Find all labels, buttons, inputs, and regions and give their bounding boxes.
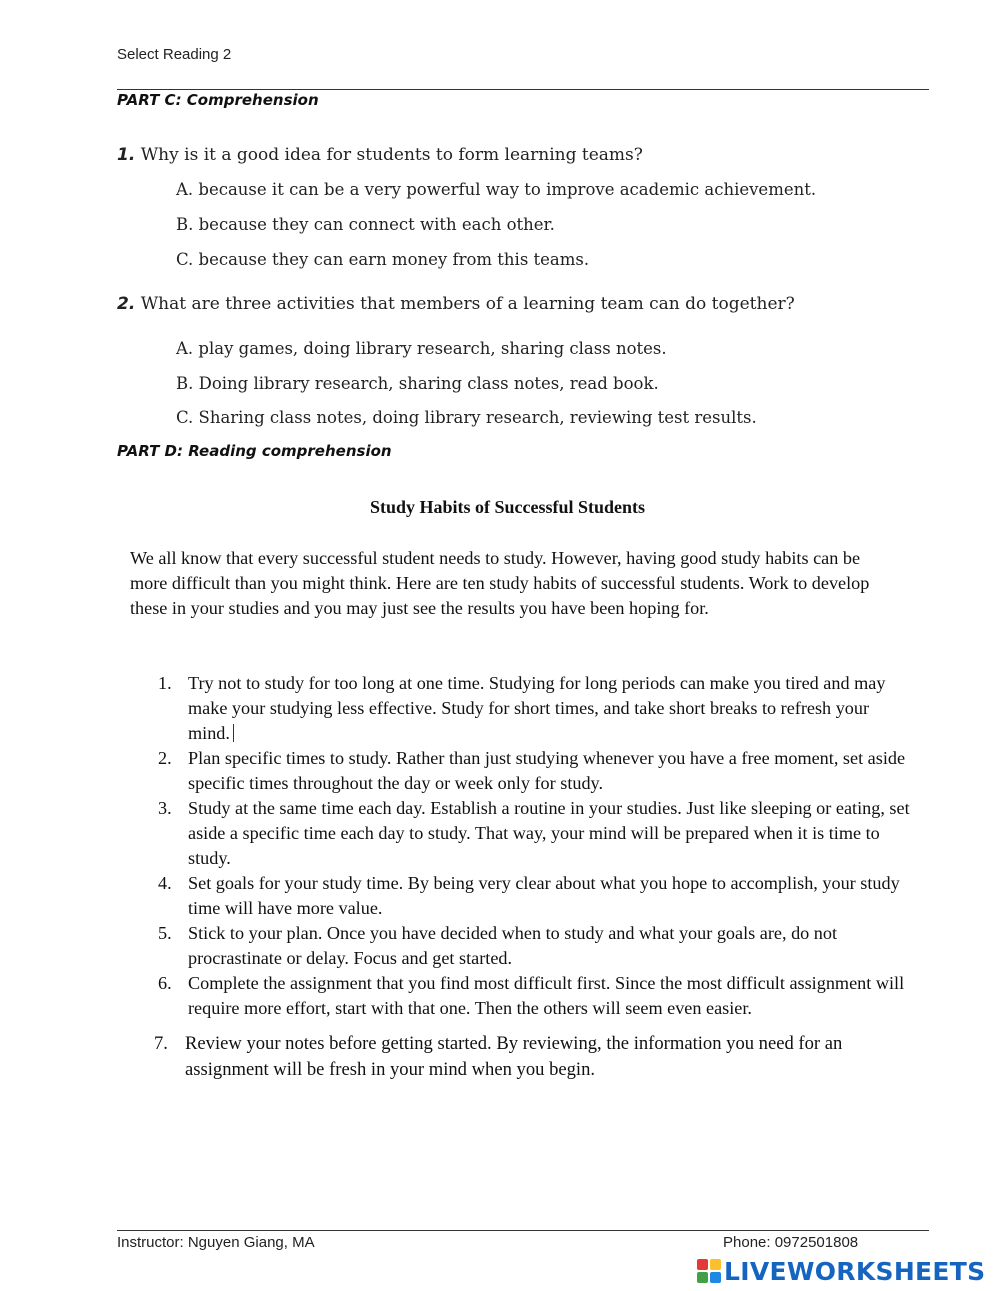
- question-1: [117, 145, 643, 165]
- question-2-text: What are three activities that members of a learning team can do together?: [140, 294, 795, 314]
- habit-number: 5.: [158, 923, 172, 943]
- habit-text: Stick to your plan. Once you have decided when to study and what your goals are, do not procrastinate or delay. Focus and get started.: [188, 923, 838, 968]
- habit-item-7: [150, 1031, 910, 1083]
- habit-number: 2.: [158, 748, 172, 768]
- habit-item-6: [150, 971, 910, 1021]
- footer-rule: [117, 1230, 929, 1231]
- part-d-heading: PART D: Reading comprehension: [117, 442, 392, 460]
- q2-option-b[interactable]: B. Doing library research, sharing class notes, read book.: [176, 374, 659, 393]
- footer-phone: Phone: 0972501808: [723, 1234, 859, 1251]
- habit-item-1: [150, 671, 910, 746]
- habit-number: 7.: [154, 1033, 168, 1054]
- question-2: [117, 294, 795, 314]
- footer-instructor: Instructor: Nguyen Giang, MA: [117, 1234, 315, 1251]
- logo-block: [710, 1259, 721, 1270]
- logo-block: [710, 1272, 721, 1283]
- part-c-heading: PART C: Comprehension: [117, 91, 319, 109]
- habit-number: 6.: [158, 973, 172, 993]
- text-cursor: [233, 724, 234, 742]
- logo-block: [697, 1259, 708, 1270]
- habit-text: Plan specific times to study. Rather than just studying whenever you have a free moment, set aside specific times throughout the day or week only for study.: [188, 748, 906, 793]
- habit-item-3: [150, 796, 910, 871]
- question-1-text: Why is it a good idea for students to form learning teams?: [140, 145, 643, 165]
- logo-block: [697, 1272, 708, 1283]
- question-2-number: 2.: [117, 294, 136, 314]
- q1-option-a[interactable]: A. because it can be a very powerful way to improve academic achievement.: [176, 180, 817, 199]
- habit-text: Try not to study for too long at one time. Studying for long periods can make you tired and may make your studying less effective. Study for short times, and take short breaks to refresh your mind.: [188, 673, 886, 743]
- habit-item-4: [150, 871, 910, 921]
- habit-number: 3.: [158, 798, 172, 818]
- question-1-number: 1.: [117, 145, 136, 165]
- habit-number: 1.: [158, 673, 172, 693]
- habit-number: 4.: [158, 873, 172, 893]
- study-habits-list: [150, 671, 910, 1083]
- habit-item-5: [150, 921, 910, 971]
- article-intro: We all know that every successful student needs to study. However, having good study habits can be more difficult than you might think. Here are ten study habits of successful students. Work to develop these in your studies and you may just see the results you have been hoping for.: [130, 548, 870, 618]
- habit-item-2: [150, 746, 910, 796]
- habit-text: Study at the same time each day. Establish a routine in your studies. Just like sleeping or eating, set aside a specific time each day to study. That way, your mind will be prepared when it is time to study.: [188, 798, 910, 868]
- header-rule: [117, 89, 929, 90]
- habit-text: Complete the assignment that you find most difficult first. Since the most difficult assignment will require more effort, start with that one. Then the others will seem even easier.: [188, 973, 905, 1018]
- q2-option-c[interactable]: C. Sharing class notes, doing library research, reviewing test results.: [176, 408, 757, 427]
- article-title: Study Habits of Successful Students: [369, 497, 646, 517]
- q2-option-a[interactable]: A. play games, doing library research, sharing class notes.: [176, 339, 667, 358]
- q1-option-c[interactable]: C. because they can earn money from this teams.: [176, 250, 590, 269]
- logo-blocks-icon: [697, 1259, 721, 1283]
- habit-text: Set goals for your study time. By being very clear about what you hope to accomplish, your study time will have more value.: [188, 873, 900, 918]
- liveworksheets-logo: [697, 1256, 985, 1286]
- logo-text: LIVEWORKSHEETS: [724, 1256, 986, 1286]
- habit-text: Review your notes before getting started. By reviewing, the information you need for an assignment will be fresh in your mind when you begin.: [185, 1033, 843, 1080]
- header-title: Select Reading 2: [117, 46, 232, 63]
- q1-option-b[interactable]: B. because they can connect with each other.: [176, 215, 555, 234]
